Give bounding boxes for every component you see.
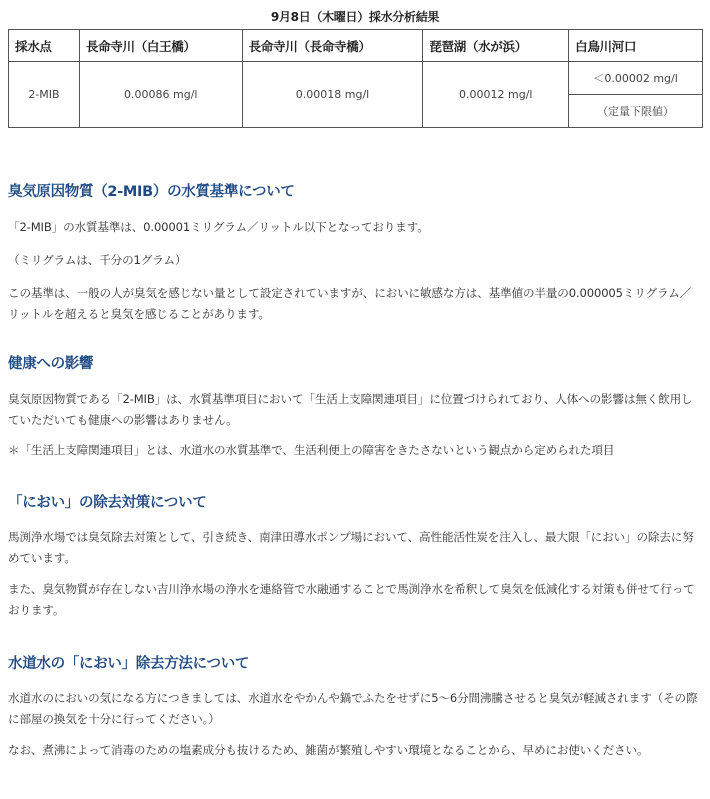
section-paragraph: 馬渕浄水場では臭気除去対策として、引き続き、南津田導水ポンプ場において、高性能活性炭を注入し、最大限「におい」の除去に努めています。	[8, 530, 694, 565]
section-odor-removal-measures	[8, 491, 702, 621]
section-heading: 「におい」の除去対策について	[8, 495, 207, 511]
cell-value-3: 0.00012 mg/l	[423, 62, 569, 128]
section-heading: 臭気原因物質（2-MIB）の水質基準について	[8, 184, 295, 200]
header-biwako-mizugahama: 琵琶湖（水が浜）	[423, 30, 569, 62]
header-shiratori-river-mouth: 白鳥川河口	[569, 30, 703, 62]
cell-value-4-bottom: （定量下限値）	[569, 95, 703, 128]
section-paragraph: 水道水のにおいの気になる方につきましては、水道水をやかんや鍋でふたをせずに5～6分間沸騰させると臭気が軽減されます（その際に部屋の換気を十分に行ってください。）	[8, 691, 698, 726]
cell-value-2: 0.00018 mg/l	[242, 62, 423, 128]
header-chomeiji-chomeiji: 長命寺川（長命寺橋）	[242, 30, 423, 62]
header-chomeiji-shiraou: 長命寺川（白王橋）	[79, 30, 242, 62]
section-paragraph: また、臭気物質が存在しない吉川浄水場の浄水を連絡管で水融通することで馬渕浄水を希釈して臭気を低減化する対策も併せて行っております。	[8, 582, 695, 617]
cell-value-4-top: ＜0.00002 mg/l	[569, 62, 703, 95]
page-caption: 9月8日（木曜日）採水分析結果	[270, 10, 440, 24]
section-tap-water-odor-removal	[8, 652, 702, 761]
cell-value-1: 0.00086 mg/l	[79, 62, 242, 128]
cell-point: 2-MIB	[9, 62, 80, 128]
section-paragraph: 臭気原因物質である「2-MIB」は、水質基準項目において「生活上支障関連項目」に位置づけられており、人体への影響は無く飲用していただいても健康への影響はありません。	[8, 392, 693, 427]
section-paragraph: この基準は、一般の人が臭気を感じない量として設定されていますが、においに敏感な方は、基準値の半量の0.000005ミリグラム／リットルを超えると臭気を感じることがあります。	[8, 286, 692, 321]
results-table	[8, 29, 703, 128]
section-heading: 水道水の「におい」除去方法について	[8, 656, 250, 672]
header-sampling-point: 採水点	[9, 30, 80, 62]
section-health-impact	[8, 352, 702, 461]
section-paragraph: ＊「生活上支障関連項目」とは、水道水の水質基準で、生活利便上の障害をきたさないという観点から定められた項目	[8, 443, 615, 457]
section-heading: 健康への影響	[8, 356, 94, 372]
table-header-row	[9, 30, 703, 62]
section-paragraph: 「2-MIB」の水質基準は、0.00001ミリグラム／リットル以下となっております。	[8, 220, 429, 234]
section-paragraph: （ミリグラムは、千分の1グラム）	[8, 253, 187, 267]
section-paragraph: なお、煮沸によって消毒のための塩素成分も抜けるため、雑菌が繁殖しやすい環境となることから、早めにお使いください。	[8, 743, 649, 757]
table-row	[9, 62, 703, 95]
section-water-standard	[8, 180, 702, 325]
